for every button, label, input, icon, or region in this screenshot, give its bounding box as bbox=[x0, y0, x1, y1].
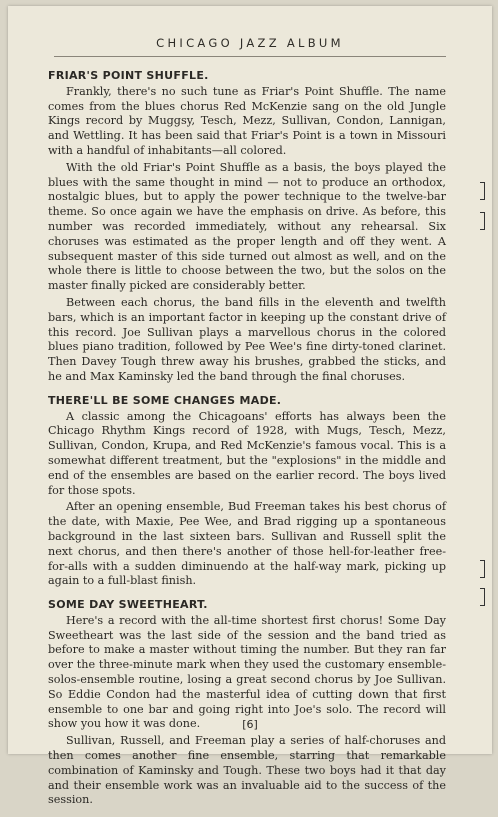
paragraph: After an opening ensemble, Bud Freeman takes his best chorus of the date, with Maxie, Pee Wee, and Brad rigging up a spontaneous background in the last sixteen bars. Sullivan and Russell split the next chorus, and then there's another of those hell-for-leather free-for-alls with a sudden diminuendo at the half-way mark, picking up again to a full-blast finish. bbox=[48, 500, 446, 588]
section-heading: SOME DAY SWEETHEART. bbox=[48, 598, 208, 612]
page-number: [6] bbox=[242, 718, 258, 731]
running-header: CHICAGO JAZZ ALBUM bbox=[156, 36, 344, 50]
section-therell-be-some-changes-made bbox=[48, 394, 446, 589]
margin-bracket-mark bbox=[480, 212, 485, 230]
section-heading: FRIAR'S POINT SHUFFLE. bbox=[48, 69, 209, 82]
margin-bracket-mark bbox=[480, 182, 485, 200]
paragraph: Sullivan, Russell, and Freeman play a series of half-choruses and then comes another fine ensemble, starring that remarkable combination of Kaminsky and Tough. These two boys had it that day and their ensemble work was an invaluable aid to the success of the session. bbox=[48, 734, 446, 807]
paragraph: Frankly, there's no such tune as Friar's Point Shuffle. The name comes from the blues chorus Red McKenzie sang on the old Jungle Kings record by Muggsy, Tesch, Mezz, Sullivan, Condon, Lannigan, and Wettling. It has been said that Friar's Point is a town in Missouri with a handful of inhabitants—all colored. bbox=[48, 84, 446, 157]
document-page bbox=[8, 6, 492, 807]
section-heading: THERE'LL BE SOME CHANGES MADE. bbox=[48, 393, 282, 407]
page-content bbox=[48, 69, 446, 817]
paragraph: Between each chorus, the band fills in the eleventh and twelfth bars, which is an important factor in keeping up the constant drive of this record. Joe Sullivan plays a marvellous chorus in the colored blues piano tradition, followed by Pee Wee's fine dirty-toned clarinet. Then Davey Tough threw away his brushes, grabbed the sticks, and he and Max Kaminsky led the band through the final choruses. bbox=[48, 295, 446, 383]
section-some-day-sweetheart bbox=[48, 598, 446, 808]
section-friars-point-shuffle bbox=[48, 69, 446, 385]
header-rule bbox=[54, 56, 446, 57]
margin-bracket-mark bbox=[480, 560, 485, 578]
paragraph: Here's a record with the all-time shortest first chorus! Some Day Sweetheart was the last side of the session and the band tried as before to make a master without timing the number. But they ran far over the three-minute mark when they used the customary ensemble-solos-ensemble routine, losing a great second chorus by Joe Sullivan. So Eddie Condon had the masterful idea of cutting down that first ensemble to one bar and going right into Joe's solo. The record will show you how it was done. bbox=[48, 613, 446, 731]
paragraph: With the old Friar's Point Shuffle as a basis, the boys played the blues with the same thought in mind — not to produce an orthodox, nostalgic blues, but to apply the power technique to the twelve-bar theme. So once again we have the emphasis on drive. As before, this number was recorded immediately, without any rehearsal. Six choruses was estimated as the proper length and off they went. A subsequent master of this side turned out almost as well, and on the whole there is little to choose between the two, but the solos on the master finally picked are considerably better. bbox=[48, 160, 446, 293]
margin-bracket-mark bbox=[480, 588, 485, 606]
paragraph: A classic among the Chicagoans' efforts has always been the Chicago Rhythm Kings record of 1928, with Mugs, Tesch, Mezz, Sullivan, Condon, Krupa, and Red McKenzie's famous vocal. This is a somewhat different treatment, but the "explosions" in the middle and end of the ensembles are based on the earlier record. The boys lived for those spots. bbox=[48, 409, 446, 497]
